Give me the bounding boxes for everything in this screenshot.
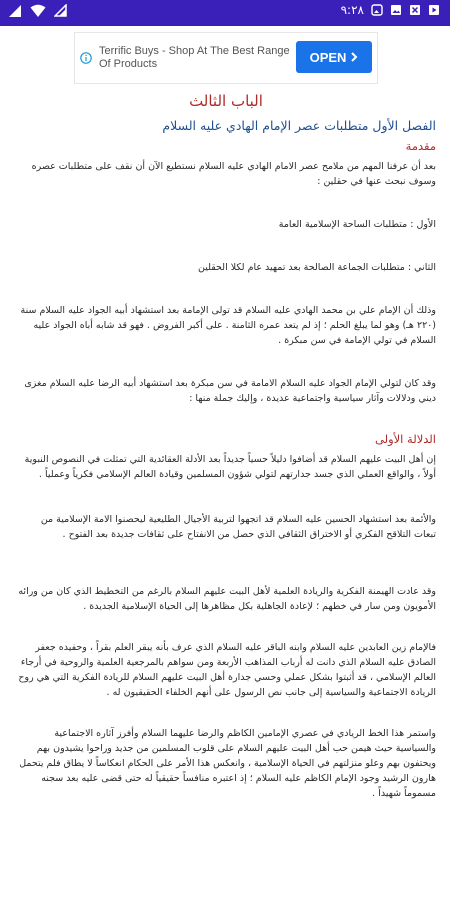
ad-info-icon[interactable]	[80, 52, 92, 64]
image-icon	[390, 4, 402, 16]
ad-text: Terrific Buys - Shop At The Best Range Of Products	[99, 45, 290, 70]
paragraph: وذلك أن الإمام علي بن محمد الهادي عليه السلام قد تولى الإمامة بعد استشهاد أبيه الجواد عليه السلام سنة (٢٢٠ هـ) وهو لما يبلغ الحلم ؛ إذ لم يتعد عمره الثامنة . على أكبر الفروض . فهو قد شابه أباه الجواد عليه السلام في تولي الإمامة في سن مبكرة .	[20, 305, 436, 346]
battery-icon	[54, 4, 68, 18]
close-icon	[409, 4, 421, 16]
paragraph: وقد عادت الهيمنة الفكرية والريادة العلمية لأهل البيت عليهم السلام بالرغم من التخطيط الذي كان من ورائه الأمويون ومن سار في خطهم ؛ لإعادة الجاهلية بكل مظاهرها إلى الحياة الإسلامية الجديدة .	[18, 586, 436, 612]
wifi-icon	[30, 4, 46, 18]
paragraph: واستمر هذا الخط الريادي في عصري الإمامين الكاظم والرضا عليهما السلام وأفرز آثاره الاجتماعية والسياسية حيث هيمن حب أهل البيت عليهم السلام على قلوب المسلمين من جديد وراحوا يشيدون بهم ويحتفون بهم وعلو منزلتهم في الحياة الإسلامية ، وانعكس هذا الأمر على الحكام انعكاساً لا يطاق فلم يتحمل هارون الرشيد وجود الإمام الكاظم عليه السلام ؛ إذ اعتبره منافساً حقيقياً له حتى قضى عليه بعد سجنه مسموماً شهيداً .	[19, 728, 436, 799]
paragraph: إن أهل البيت عليهم السلام قد أضافوا دليلاً حسياً جديداً بعد الأدلة العقائدية التي تمثلت في النصوص النبوية أولاً ، والواقع العملي الذي جسد جدارتهم لتولي شؤون المسلمين وقيادة العالم الإسلامي فكرياً وعملياً .	[24, 454, 436, 480]
paragraph: والأئمة بعد استشهاد الحسين عليه السلام قد اتجهوا لتربية الأجيال الطليعية ليحصنوا الامة الإسلامية من تبعات التلاقح الفكري أو الاختراق الثقافي الذي حصل من الانفتاح على ثقافات جديدة بعد الفتوح .	[40, 514, 436, 540]
ad-banner[interactable]	[74, 32, 378, 84]
ad-open-label: OPEN	[309, 49, 347, 65]
play-store-icon	[428, 4, 440, 16]
gallery-icon	[371, 4, 383, 16]
paragraph: بعد أن عرفنا المهم من ملامح عصر الامام الهادي عليه السلام نستطيع الآن أن نقف على متطلبات عصره وسوف نبحث عنها في حقلين :	[31, 161, 436, 187]
chapter-title: الباب الثالث	[189, 92, 263, 110]
status-bar	[0, 0, 450, 26]
chevron-right-icon	[350, 52, 358, 62]
section-title: الفصل الأول متطلبات عصر الإمام الهادي عليه السلام	[162, 118, 436, 133]
status-icons-right	[341, 3, 440, 17]
paragraph: فالإمام زين العابدين عليه السلام وابنه الباقر عليه السلام الذي عرف بأنه يبقر العلم بقراً ، وحفيده جعفر الصادق عليه السلام الذي دانت له أرباب المذاهب الأربعة ومن سواهم بالمرجعية العلمية والروحية في أرجاء العالم الإسلامي ، قد أثبتوا بشكل عملي وحسي جدارة أهل البيت عليهم السلام للريادة الفكرية التي هي روح الريادة الاجتماعية والسياسية إلى جانب نص الرسول على أنهم الخلفاء الحقيقيون له .	[18, 642, 436, 698]
document-content	[16, 92, 436, 801]
status-time: ٩:٢٨	[340, 3, 364, 17]
intro-heading: مقدمة	[405, 139, 436, 153]
paragraph: الأول : متطلبات الساحة الإسلامية العامة	[278, 219, 436, 230]
section2-heading: الدلالة الأولى	[374, 432, 436, 446]
signal-icon	[8, 4, 22, 18]
ad-open-button[interactable]	[296, 41, 372, 73]
status-icons-left	[8, 4, 68, 18]
paragraph: الثاني : متطلبات الجماعة الصالحة بعد تمهيد عام لكلا الحقلين	[198, 262, 436, 273]
paragraph: وقد كان لتولي الإمام الجواد عليه السلام الامامة في سن مبكرة بعد استشهاد أبيه الرضا عليه السلام مغزى ديني ودلالات وآثار سياسية واجتماعية عديدة ، وإليك جملة منها :	[24, 378, 436, 404]
